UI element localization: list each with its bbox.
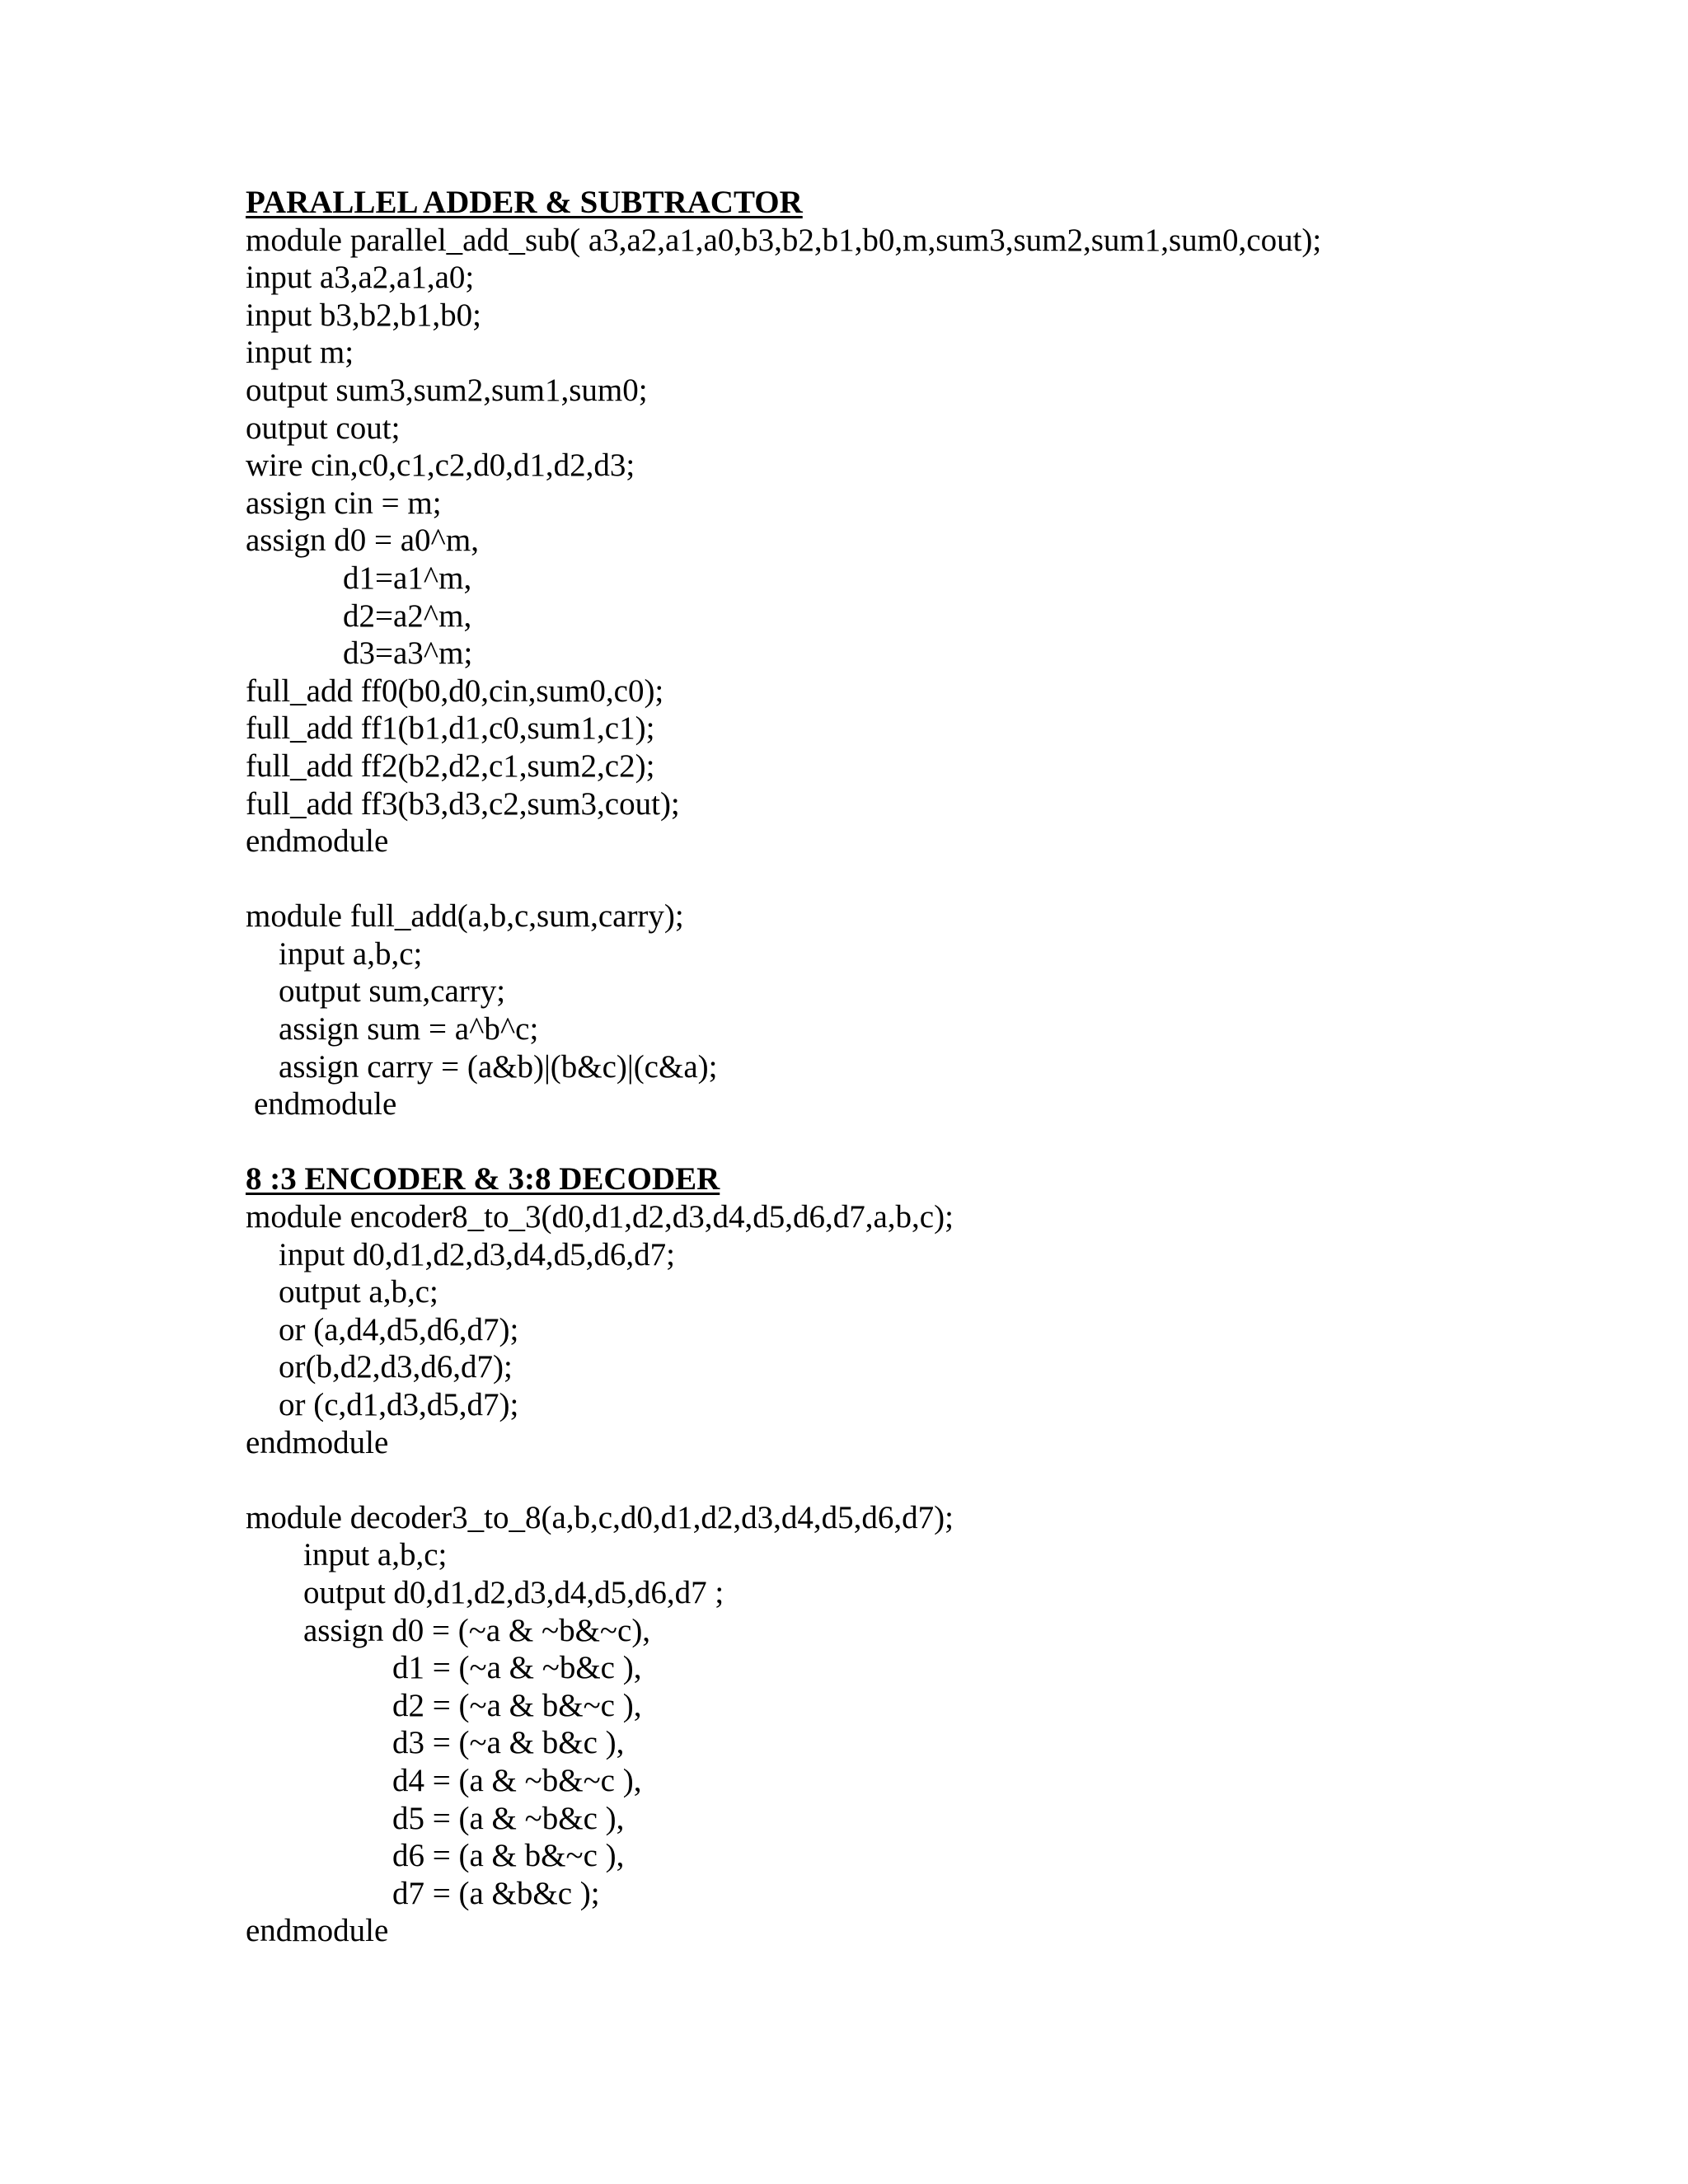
code-line: endmodule bbox=[246, 1913, 389, 1949]
code-block-parallel-add-sub bbox=[246, 222, 1647, 860]
code-line: or(b,d2,d3,d6,d7); bbox=[279, 1349, 513, 1385]
code-block-full-add bbox=[246, 898, 1647, 1123]
code-line: d7 = (a &b&c ); bbox=[392, 1875, 600, 1911]
code-line: full_add ff2(b2,d2,c1,sum2,c2); bbox=[246, 748, 655, 784]
code-line: d2 = (~a & b&~c ), bbox=[392, 1687, 642, 1723]
code-line: d3=a3^m; bbox=[343, 635, 473, 672]
code-line: d3 = (~a & b&c ), bbox=[392, 1725, 625, 1761]
code-line: d5 = (a & ~b&c ), bbox=[392, 1800, 625, 1836]
code-line: d4 = (a & ~b&~c ), bbox=[392, 1762, 642, 1798]
code-line: output sum3,sum2,sum1,sum0; bbox=[246, 372, 648, 408]
section-heading: 8 :3 ENCODER & 3:8 DECODER bbox=[246, 1161, 720, 1197]
code-line: module full_add(a,b,c,sum,carry); bbox=[246, 898, 684, 935]
code-line: endmodule bbox=[246, 823, 389, 860]
code-line: assign sum = a^b^c; bbox=[279, 1011, 539, 1047]
code-line: assign d0 = a0^m, bbox=[246, 523, 479, 559]
code-line: output sum,carry; bbox=[279, 973, 506, 1010]
code-line: input a,b,c; bbox=[303, 1537, 448, 1573]
code-line: output a,b,c; bbox=[279, 1274, 438, 1310]
code-line: or (c,d1,d3,d5,d7); bbox=[279, 1387, 519, 1422]
code-line: d1 = (~a & ~b&c ), bbox=[392, 1650, 642, 1686]
code-line: d2=a2^m, bbox=[343, 598, 472, 634]
code-line: assign d0 = (~a & ~b&~c), bbox=[303, 1612, 651, 1648]
code-line: output cout; bbox=[246, 410, 401, 446]
code-line: full_add ff0(b0,d0,cin,sum0,c0); bbox=[246, 673, 664, 709]
code-line: endmodule bbox=[246, 1424, 389, 1460]
code-block-decoder bbox=[246, 1499, 1647, 1950]
code-line: input d0,d1,d2,d3,d4,d5,d6,d7; bbox=[279, 1236, 676, 1272]
code-line: wire cin,c0,c1,c2,d0,d1,d2,d3; bbox=[246, 448, 635, 484]
blank-line bbox=[246, 860, 1647, 898]
code-line: output d0,d1,d2,d3,d4,d5,d6,d7 ; bbox=[303, 1574, 724, 1610]
code-line: input b3,b2,b1,b0; bbox=[246, 297, 482, 333]
blank-line bbox=[246, 1123, 1647, 1161]
code-line: module encoder8_to_3(d0,d1,d2,d3,d4,d5,d6,d7,a,b,c); bbox=[246, 1199, 954, 1235]
code-line: d1=a1^m, bbox=[343, 560, 472, 596]
code-line: endmodule bbox=[254, 1086, 397, 1122]
code-line: d6 = (a & b&~c ), bbox=[392, 1838, 625, 1874]
section-encoder-decoder bbox=[246, 1160, 1647, 1949]
code-line: assign carry = (a&b)|(b&c)|(c&a); bbox=[279, 1048, 718, 1085]
code-line: input a,b,c; bbox=[279, 935, 423, 972]
code-line: or (a,d4,d5,d6,d7); bbox=[279, 1311, 519, 1347]
blank-line bbox=[246, 1461, 1647, 1499]
document-page bbox=[246, 184, 1647, 1950]
code-line: input a3,a2,a1,a0; bbox=[246, 260, 475, 296]
code-block-encoder bbox=[246, 1198, 1647, 1461]
section-parallel-adder bbox=[246, 184, 1647, 1123]
code-line: full_add ff1(b1,d1,c0,sum1,c1); bbox=[246, 710, 655, 747]
code-line: module parallel_add_sub( a3,a2,a1,a0,b3,b2,b1,b0,m,sum3,sum2,sum1,sum0,cout); bbox=[246, 222, 1322, 258]
code-line: assign cin = m; bbox=[246, 485, 442, 521]
code-line: input m; bbox=[246, 335, 354, 371]
code-line: module decoder3_to_8(a,b,c,d0,d1,d2,d3,d4,d5,d6,d7); bbox=[246, 1499, 954, 1535]
section-heading: PARALLEL ADDER & SUBTRACTOR bbox=[246, 185, 803, 220]
code-line: full_add ff3(b3,d3,c2,sum3,cout); bbox=[246, 785, 680, 822]
